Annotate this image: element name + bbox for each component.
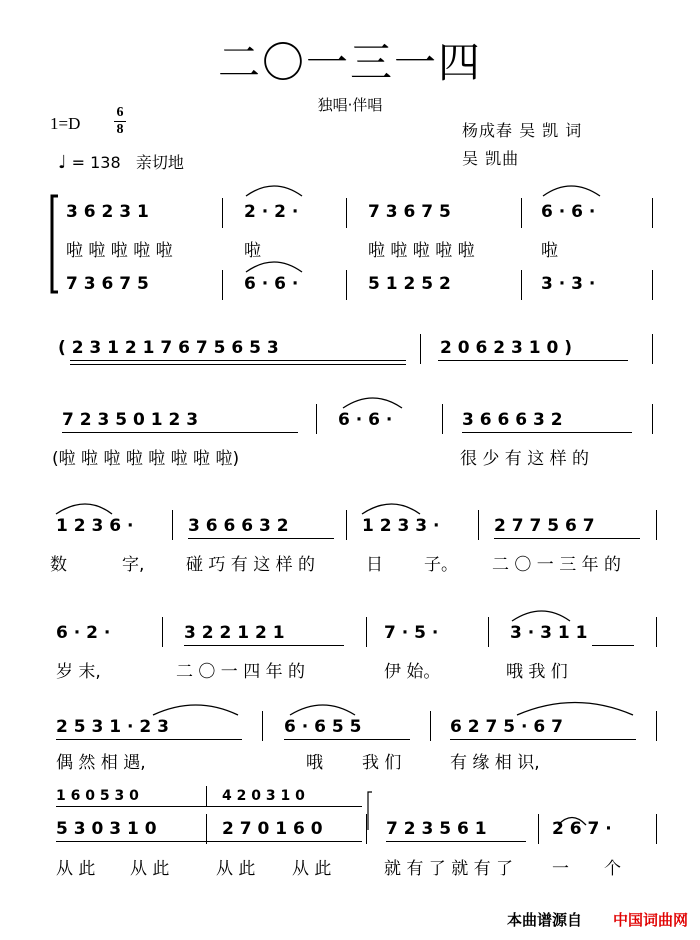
line7-lyrics-7: 个 [604, 859, 621, 879]
key-signature: 1=D [50, 114, 81, 133]
line1-v2-measure1: 7 3 6 7 5 [66, 274, 149, 294]
line7-lyrics-6: 一 [552, 859, 569, 879]
line4-lyrics-1: 数 [50, 555, 67, 575]
line1-lyrics-4: 啦 [541, 241, 558, 261]
line7-lyrics-2: 从 此 [130, 859, 170, 879]
meter-bottom: 8 [116, 122, 124, 137]
line4-measure2: 3 6 6 6 3 2 [188, 516, 289, 536]
subtitle: 独唱·伴唱 [317, 96, 383, 114]
line7-v1-measure1: 1 6 0 5 3 0 [56, 788, 139, 804]
line4-lyrics-3: 碰 巧 有 这 样 的 [186, 555, 316, 575]
line7-lyrics-5: 就 有 了 就 有 了 [384, 859, 514, 879]
line6-lyrics-4: 有 缘 相 识, [450, 753, 540, 773]
footer-site-link[interactable]: 中国词曲网 [612, 911, 688, 929]
line5-lyrics-2: 二 〇 一 四 年 的 [176, 662, 306, 682]
line4-lyrics-2: 字, [122, 555, 145, 575]
lyricist-credit: 杨成春 吴 凯 词 [462, 121, 583, 140]
line7-lyrics-3: 从 此 [216, 859, 256, 879]
line4-measure3: 1 2 3 3 · [362, 516, 440, 536]
line4-lyrics-5: 子。 [424, 555, 458, 575]
line1-v2-measure2: 6 · 6 · [244, 274, 299, 294]
line1-v2-measure4: 3 · 3 · [541, 274, 596, 294]
line1-lyrics-1: 啦 啦 啦 啦 啦 [66, 241, 173, 261]
line4-lyrics-6: 二 〇 一 三 年 的 [492, 555, 622, 575]
line5-measure1: 6 · 2 · [56, 623, 111, 643]
line1-lyrics-2: 啦 [244, 241, 261, 261]
line7-v2-measure2: 2 7 0 1 6 0 [222, 819, 323, 839]
line5-lyrics-3: 伊 始。 [384, 662, 441, 682]
footer-source: 本曲谱源自 [506, 911, 582, 929]
line5-lyrics-4: 哦 我 们 [506, 662, 568, 682]
line3-lyrics-2: 很 少 有 这 样 的 [460, 449, 590, 469]
meter-top: 6 [116, 105, 124, 120]
tempo-expression: 亲切地 [135, 153, 184, 172]
line1-v1-measure3: 7 3 6 7 5 [368, 202, 451, 222]
line7-v1-measure2: 4 2 0 3 1 0 [222, 788, 305, 804]
line3-measure1: 7 2 3 5 0 1 2 3 [62, 410, 199, 430]
line5-measure3: 7 · 5 · [384, 623, 439, 643]
line1-lyrics-3: 啦 啦 啦 啦 啦 [368, 241, 475, 261]
line7-lyrics-4: 从 此 [292, 859, 332, 879]
line6-measure3: 6 2 7 5 · 6 7 [450, 717, 563, 737]
line4-measure1: 1 2 3 6 · [56, 516, 134, 536]
line1-v1-measure4: 6 · 6 · [541, 202, 596, 222]
line6-measure2: 6 · 6 5 5 [284, 717, 362, 737]
line1-v1-measure2: 2 · 2 · [244, 202, 299, 222]
line7-v2-measure4: 2 6 7 · [552, 819, 612, 839]
line5-lyrics-1: 岁 末, [56, 662, 101, 682]
line6-measure1: 2 5 3 1 · 2 3 [56, 717, 169, 737]
line6-lyrics-1: 偶 然 相 遇, [56, 753, 146, 773]
line7-v2-measure1: 5 3 0 3 1 0 [56, 819, 157, 839]
line7-lyrics-1: 从 此 [56, 859, 96, 879]
tempo-value: = 138 [71, 153, 121, 172]
line4-measure4: 2 7 7 5 6 7 [494, 516, 595, 536]
line1-v2-measure3: 5 1 2 5 2 [368, 274, 451, 294]
line3-measure2: 6 · 6 · [338, 410, 393, 430]
line5-measure2: 3 2 2 1 2 1 [184, 623, 285, 643]
composer-credit: 吴 凯曲 [462, 149, 520, 168]
line6-lyrics-3: 我 们 [362, 753, 402, 773]
line7-v2-measure3: 7 2 3 5 6 1 [386, 819, 487, 839]
page-title: 二〇一三一四 [217, 38, 482, 87]
line4-lyrics-4: 日 [366, 555, 383, 575]
line3-measure3: 3 6 6 6 3 2 [462, 410, 563, 430]
line2-measure1: ( 2 3 1 2 1 7 6 7 5 6 5 3 [58, 338, 279, 358]
line3-lyrics-1: (啦 啦 啦 啦 啦 啦 啦 啦) [52, 449, 240, 469]
quarter-note-icon: ♩ [58, 152, 67, 173]
line1-v1-measure1: 3 6 2 3 1 [66, 202, 149, 222]
line2-measure2: 2 0 6 2 3 1 0 ) [440, 338, 572, 358]
line5-measure4: 3 · 3 1 1 [510, 623, 588, 643]
line6-lyrics-2: 哦 [306, 753, 323, 773]
